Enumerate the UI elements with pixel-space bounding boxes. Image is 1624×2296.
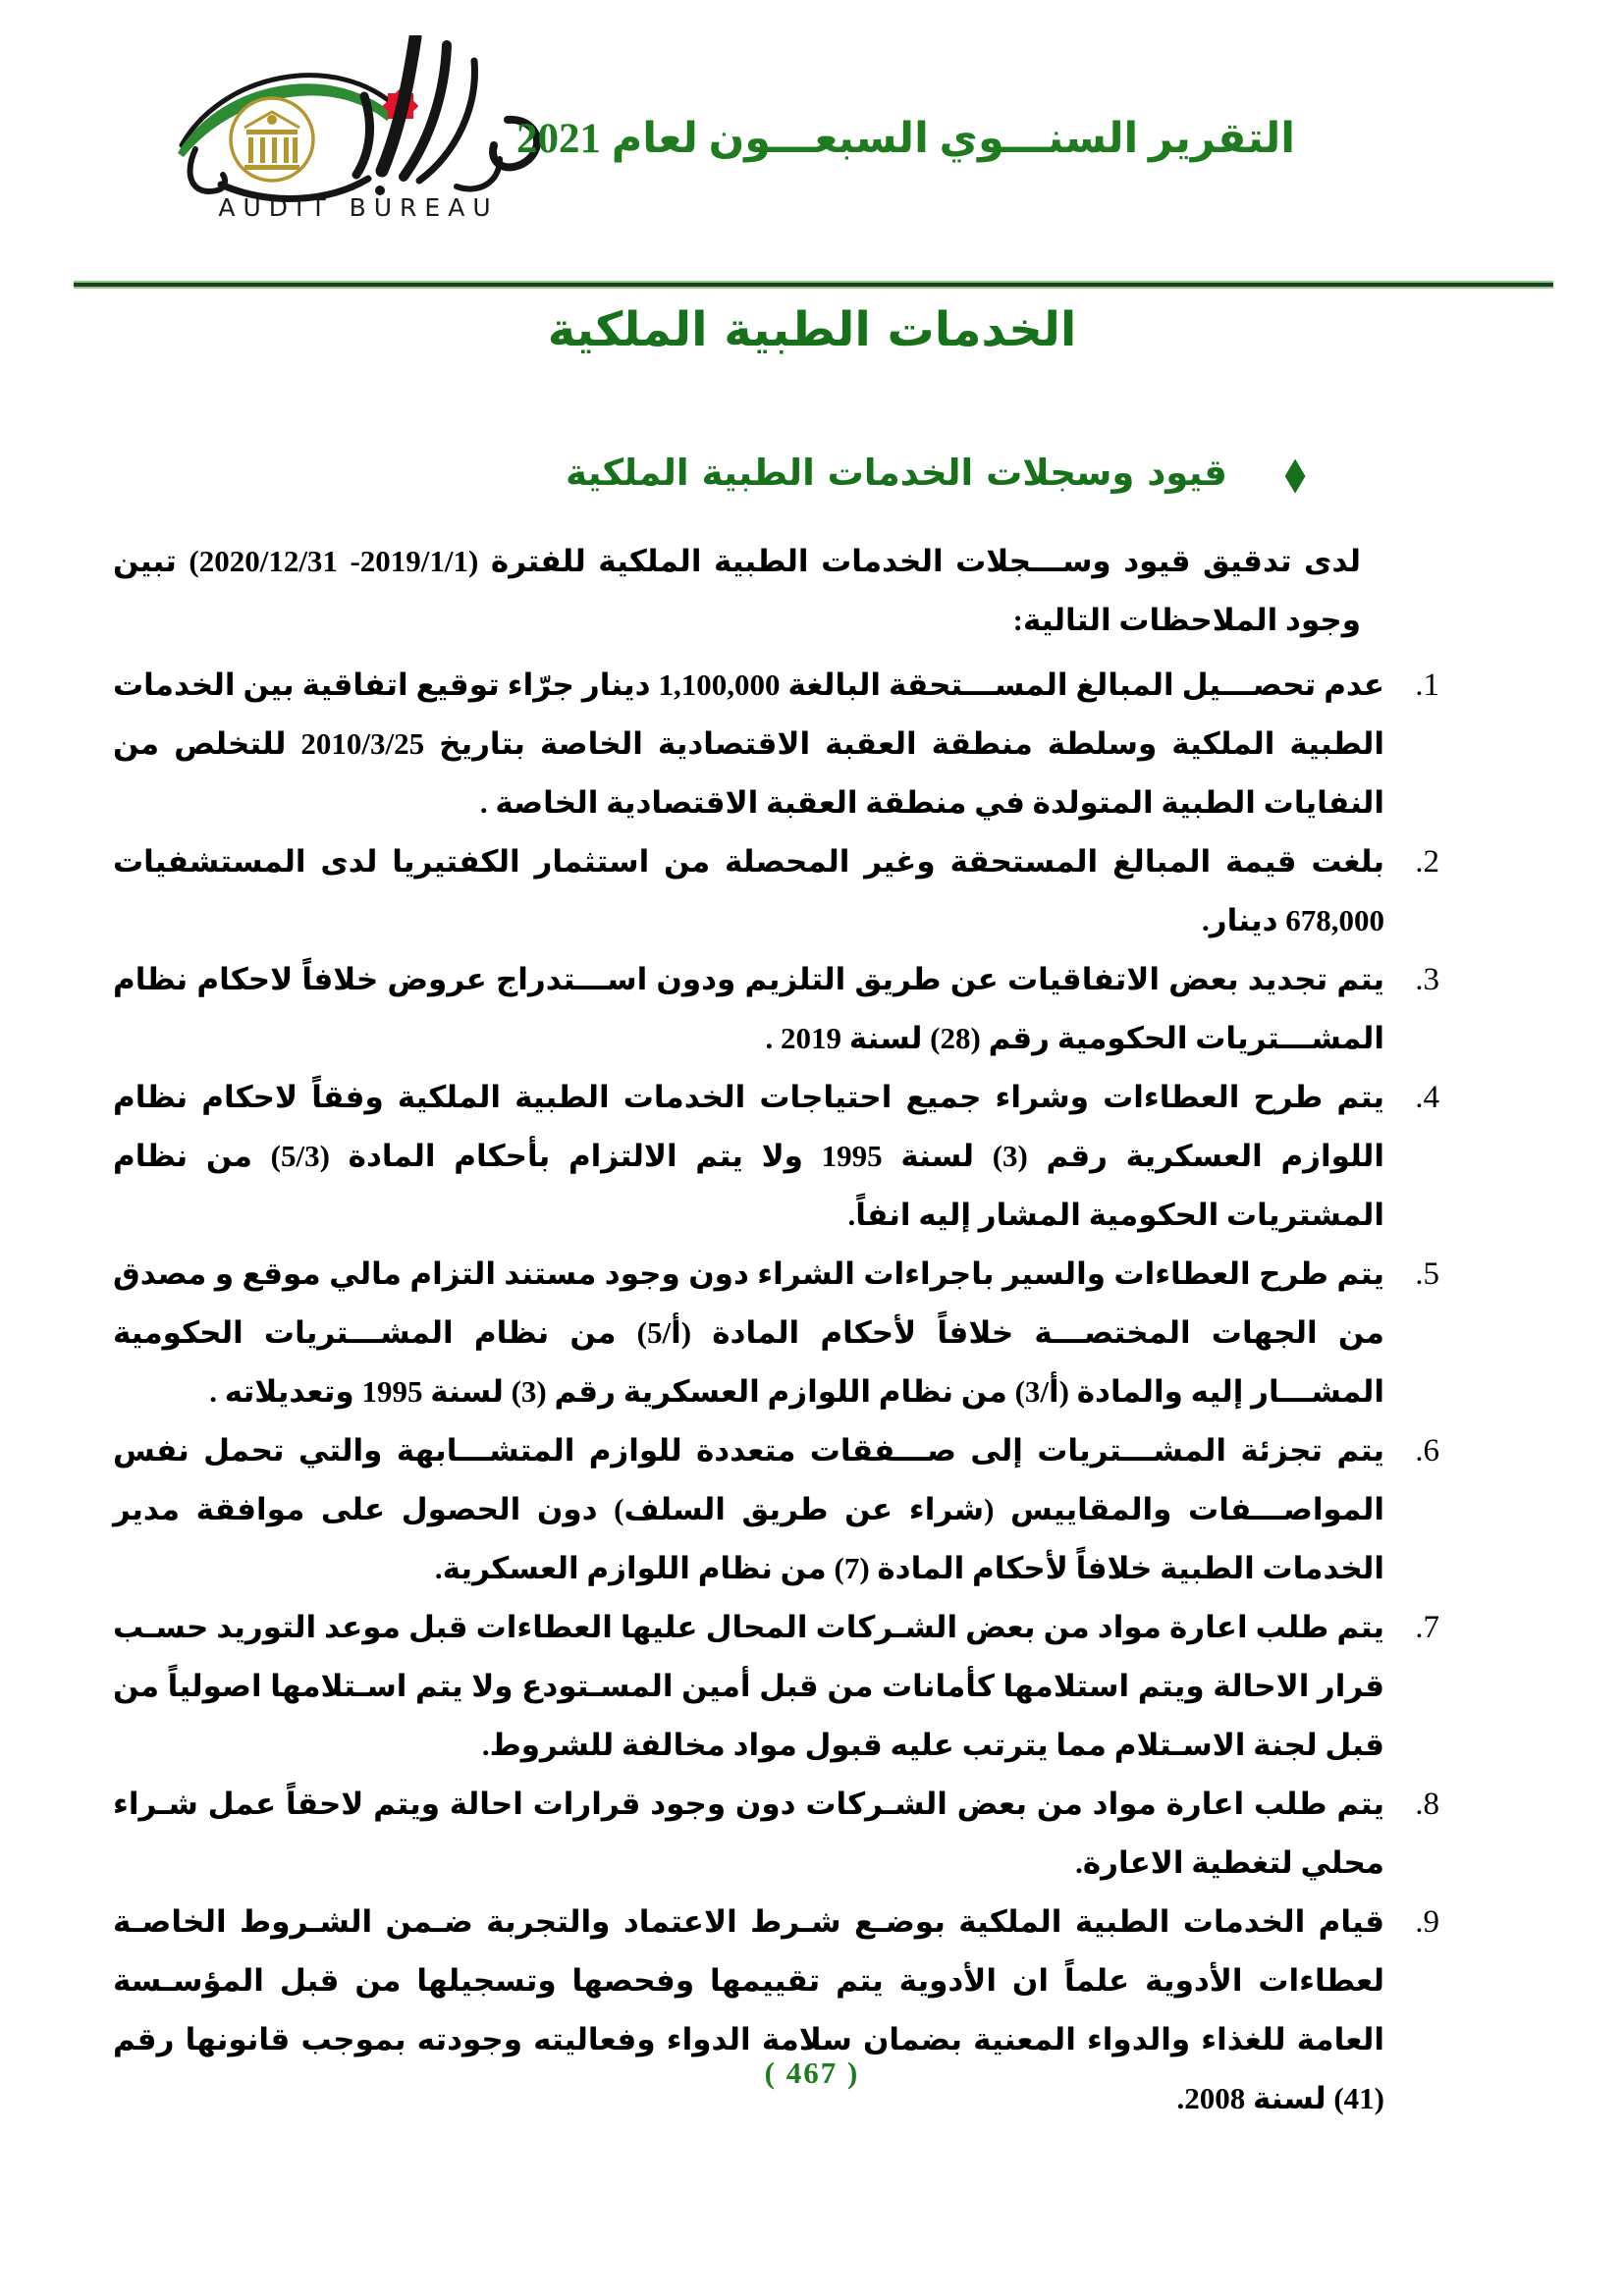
diamond-bullet-icon: ◆ — [1284, 446, 1306, 500]
observation-number: 4. — [1415, 1080, 1439, 1115]
page-number: ( 467 ) — [764, 2056, 860, 2090]
observation-item — [113, 1068, 1439, 1245]
page-title: الخدمات الطبية الملكية — [547, 302, 1077, 357]
observation-item — [113, 832, 1439, 950]
observation-number: 1. — [1415, 667, 1439, 703]
logo-caption: AUDIT BUREAU — [218, 193, 499, 222]
observation-item — [113, 1893, 1439, 2128]
observation-item — [113, 1775, 1439, 1893]
observation-text: قيام الخدمات الطبية الملكية بوضـع شـرط الاعتماد والتجربة ضـمن الشـروط الخاصـة لعطاءات الأدوية علماً ان الأدوية يتم تقييمها وفحصها وتسجيلها من قبل المؤسـسة العامة للغذاء والدواء المعنية بضمان سلامة الدواء وفعاليته وجودته بموجب قانونها رقم (41) لسنة 2008. — [113, 1904, 1385, 2115]
observation-text: عدم تحصـــيل المبالغ المســـتحقة البالغة 1,100,000 دينار جرّاء توقيع اتفاقية بين الخدمات الطبية الملكية وسلطة منطقة العقبة الاقتصادية الخاصة بتاريخ 2010/3/25 للتخلص من النفايات الطبية المتولدة في منطقة العقبة الاقتصادية الخاصة . — [113, 667, 1385, 820]
section-heading-row — [566, 446, 1308, 500]
observation-number: 3. — [1415, 962, 1439, 997]
observation-text: بلغت قيمة المبالغ المستحقة وغير المحصلة من استثمار الكفتيريا لدى المستشفيات 678,000 دينار. — [113, 844, 1384, 937]
observation-item — [113, 656, 1439, 832]
observation-number: 5. — [1415, 1256, 1439, 1292]
observation-text: يتم طرح العطاءات وشراء جميع احتياجات الخدمات الطبية الملكية وفقاً لاحكام نظام اللوازم العسكرية رقم (3) لسنة 1995 ولا يتم الالتزام بأحكام المادة (5/3) من نظام المشتريات الحكومية المشار إليه انفاً. — [113, 1080, 1384, 1232]
observation-text: يتم طلب اعارة مواد من بعض الشـركات المحال عليها العطاءات قبل موعد التوريد حسـب قرار الاحالة ويتم استلامها كأمانات من قبل أمين المسـتودع ولا يتم اسـتلامها اصولياً من قبل لجنة الاسـتلام مما يترتب عليه قبول مواد مخالفة للشروط. — [113, 1610, 1384, 1762]
observation-text: يتم تجديد بعض الاتفاقيات عن طريق التلزيم ودون اســـتدراج عروض خلافاً لاحكام نظام المشـــتريات الحكومية رقم (28) لسنة 2019 . — [113, 962, 1384, 1055]
observation-number: 7. — [1415, 1610, 1439, 1645]
section-heading: قيود وسجلات الخدمات الطبية الملكية — [566, 452, 1227, 494]
observation-item — [113, 1245, 1439, 1421]
intro-paragraph: لدى تدقيق قيود وســـجلات الخدمات الطبية الملكية للفترة (2019/1/1- 2020/12/31) تبين وجود الملاحظات التالية: — [113, 544, 1361, 637]
observation-text: يتم طرح العطاءات والسير باجراءات الشراء دون وجود مستند التزام مالي موقع و مصدق من الجهات المختصـــة خلافاً لأحكام المادة (أ/5) من نظام المشـــتريات الحكومية المشـــار إليه والمادة (أ/3) من نظام اللوازم العسكرية رقم (3) لسنة 1995 وتعديلاته . — [113, 1256, 1384, 1409]
logo-gold-emblem — [231, 98, 313, 181]
observation-item — [113, 950, 1439, 1068]
observation-number: 2. — [1415, 844, 1439, 880]
header-rule — [74, 281, 1553, 289]
report-year-title: التقرير السنـــوي السبعـــون لعام 2021 — [516, 116, 1295, 162]
observation-text: يتم طلب اعارة مواد من بعض الشـركات دون وجود قرارات احالة ويتم لاحقاً عمل شـراء محلي لتغطية الاعارة. — [113, 1787, 1384, 1880]
observation-number: 6. — [1415, 1433, 1439, 1468]
observation-number: 8. — [1415, 1787, 1439, 1822]
observations-list — [0, 656, 1624, 2128]
logo-graphic — [162, 35, 555, 222]
audit-bureau-logo — [162, 35, 555, 222]
observation-item — [113, 1421, 1439, 1598]
observation-text: يتم تجزئة المشـــتريات إلى صـــفقات متعددة للوازم المتشـــابهة والتي تحمل نفس المواصـــفات والمقاييس (شراء عن طريق السلف) دون الحصول على موافقة مدير الخدمات الطبية خلافاً لأحكام المادة (7) من نظام اللوازم العسكرية. — [113, 1433, 1384, 1585]
observations-section — [0, 532, 1624, 2128]
observation-item — [113, 1598, 1439, 1775]
observation-number: 9. — [1415, 1904, 1439, 1940]
